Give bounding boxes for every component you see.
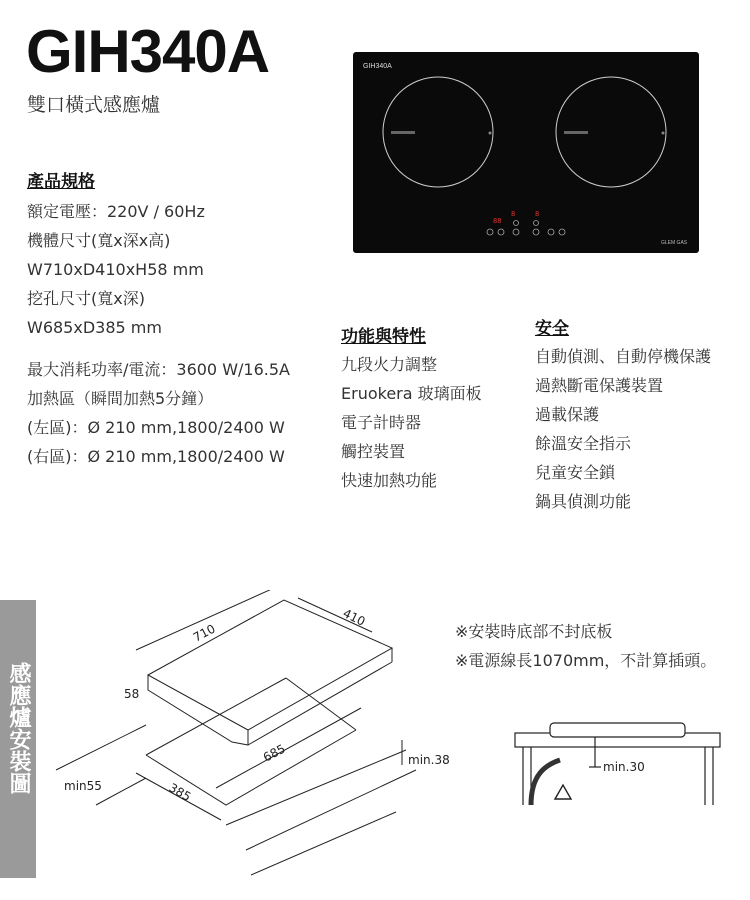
display-mid: 8	[511, 210, 516, 218]
safety-item: 兒童安全鎖	[535, 463, 616, 482]
display-right: 8	[535, 210, 540, 218]
feature-item: 電子計時器	[341, 413, 422, 432]
dim-depth: 410	[340, 606, 368, 629]
spec-line: W685xD385 mm	[27, 318, 162, 337]
install-note: ※電源線長1070mm，不計算插頭。	[455, 651, 717, 670]
hob-product-image	[353, 52, 699, 253]
feature-item: Eruokera 玻璃面板	[341, 384, 482, 403]
install-side-tab	[0, 600, 36, 878]
spec-line: 機體尺寸(寬x深x高)	[27, 231, 171, 250]
dim-cut-width: 685	[260, 741, 288, 765]
power-line: (左區)：Ø 210 mm,1800/2400 W	[27, 418, 285, 437]
hob-brand-bottom: GLEM GAS	[661, 240, 688, 246]
feature-item: 快速加熱功能	[341, 471, 438, 490]
display-left: 88	[493, 217, 502, 225]
power-list	[27, 355, 290, 471]
spec-list	[27, 197, 205, 342]
spec-line: 挖孔尺寸(寬x深)	[27, 289, 145, 308]
spec-title: 產品規格	[27, 172, 95, 192]
hob-logo: GIH340A	[363, 63, 392, 70]
safety-item: 過熱斷電保護裝置	[535, 376, 664, 395]
feature-item: 九段火力調整	[341, 355, 438, 374]
model-name: GIH340A	[26, 18, 270, 85]
safety-item: 自動偵測、自動停機保護	[535, 347, 712, 366]
power-line: 最大消耗功率/電流：3600 W/16.5A	[27, 360, 290, 379]
install-notes	[455, 617, 716, 675]
feature-item: 觸控裝置	[341, 442, 406, 461]
safety-item: 過載保護	[535, 405, 600, 424]
spec-line: 額定電壓：220V / 60Hz	[27, 202, 205, 221]
install-note: ※安裝時底部不封底板	[455, 622, 613, 641]
power-line: 加熱區（瞬間加熱5分鐘）	[27, 389, 214, 408]
product-subtitle: 雙口橫式感應爐	[27, 94, 161, 116]
power-line: (右區)：Ø 210 mm,1800/2400 W	[27, 447, 285, 466]
electric-warning-icon	[555, 785, 571, 799]
dim-front-gap: min55	[64, 779, 102, 793]
spec-line: W710xD410xH58 mm	[27, 260, 204, 279]
dim-cabinet-gap: min.30	[603, 760, 645, 774]
features-title: 功能與特性	[341, 327, 426, 347]
dim-width: 710	[190, 621, 218, 645]
dim-cut-depth: 385	[166, 780, 194, 805]
install-diagram	[36, 590, 456, 880]
safety-item: 鍋具偵測功能	[535, 492, 632, 511]
safety-item: 餘溫安全指示	[535, 434, 632, 453]
dim-height: 58	[124, 687, 140, 701]
safety-list	[535, 342, 711, 516]
cabinet-diagram	[505, 715, 730, 815]
install-side-label: 感應爐安裝圖	[6, 662, 31, 794]
dim-bottom-gap: min.38	[408, 753, 450, 767]
features-list	[341, 350, 482, 495]
safety-title: 安全	[535, 319, 569, 339]
